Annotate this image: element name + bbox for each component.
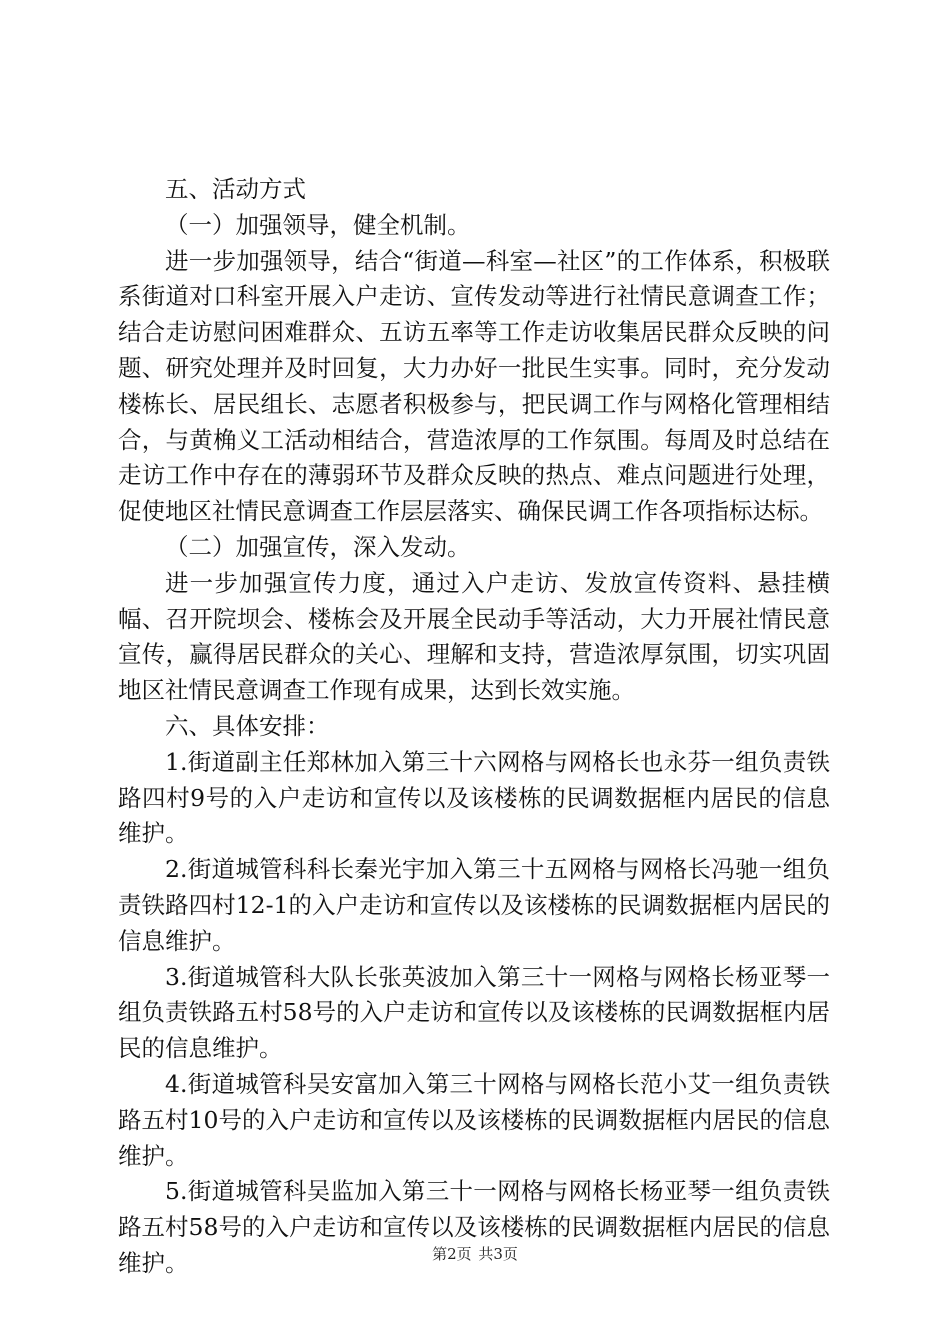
subsection-heading-publicity: （二）加强宣传，深入发动。: [165, 532, 471, 561]
list-item-arrangement-1: 1.街道副主任郑林加入第三十六网格与网格长也永芬一组负责铁路四村9号的入户走访和宣传以及该楼栋的民调数据框内居民的信息维护。: [118, 747, 830, 848]
list-item-arrangement-2: 2.街道城管科科长秦光宇加入第三十五网格与网格长冯驰一组负责铁路四村12-1的入户走访和宣传以及该楼栋的民调数据框内居民的信息维护。: [118, 855, 830, 955]
subsection-heading-leadership: （一）加强领导，健全机制。: [165, 210, 471, 239]
list-item-arrangement-5: 5.街道城管科吴监加入第三十一网格与网格长杨亚琴一组负责铁路五村58号的入户走访和宣传以及该楼栋的民调数据框内居民的信息维护。: [118, 1177, 830, 1277]
page-footer: [0, 1243, 950, 1264]
document-body: [118, 172, 830, 1282]
paragraph-publicity: 进一步加强宣传力度，通过入户走访、发放宣传资料、悬挂横幅、召开院坝会、楼栋会及开展全民动手等活动，大力开展社情民意宣传，赢得居民群众的关心、理解和支持，营造浓厚氛围，切实巩固地区社情民意调查工作现有成果，达到长效实施。: [118, 568, 830, 705]
paragraph-leadership: 进一步加强领导，结合“街道—科室—社区”的工作体系，积极联系街道对口科室开展入户走访、宣传发动等进行社情民意调查工作；结合走访慰问困难群众、五访五率等工作走访收集居民群众反映的问题、研究处理并及时回复，大力办好一批民生实事。同时，充分发动楼栋长、居民组长、志愿者积极参与，把民调工作与网格化管理相结合，与黄桷义工活动相结合，营造浓厚的工作氛围。每周及时总结在走访工作中存在的薄弱环节及群众反映的热点、难点问题进行处理，促使地区社情民意调查工作层层落实、确保民调工作各项指标达标。: [118, 246, 830, 526]
page-total: 共3页: [478, 1245, 518, 1263]
list-item-arrangement-3: 3.街道城管科大队长张英波加入第三十一网格与网格长杨亚琴一组负责铁路五村58号的入户走访和宣传以及该楼栋的民调数据框内居民的信息维护。: [118, 962, 830, 1063]
list-item-arrangement-4: 4.街道城管科吴安富加入第三十网格与网格长范小艾一组负责铁路五村10号的入户走访和宣传以及该楼栋的民调数据框内居民的信息维护。: [118, 1069, 830, 1170]
section-heading-activity-methods: 五、活动方式: [165, 175, 306, 203]
page-number: 第2页: [432, 1245, 472, 1263]
section-heading-arrangements: 六、具体安排：: [165, 711, 330, 740]
